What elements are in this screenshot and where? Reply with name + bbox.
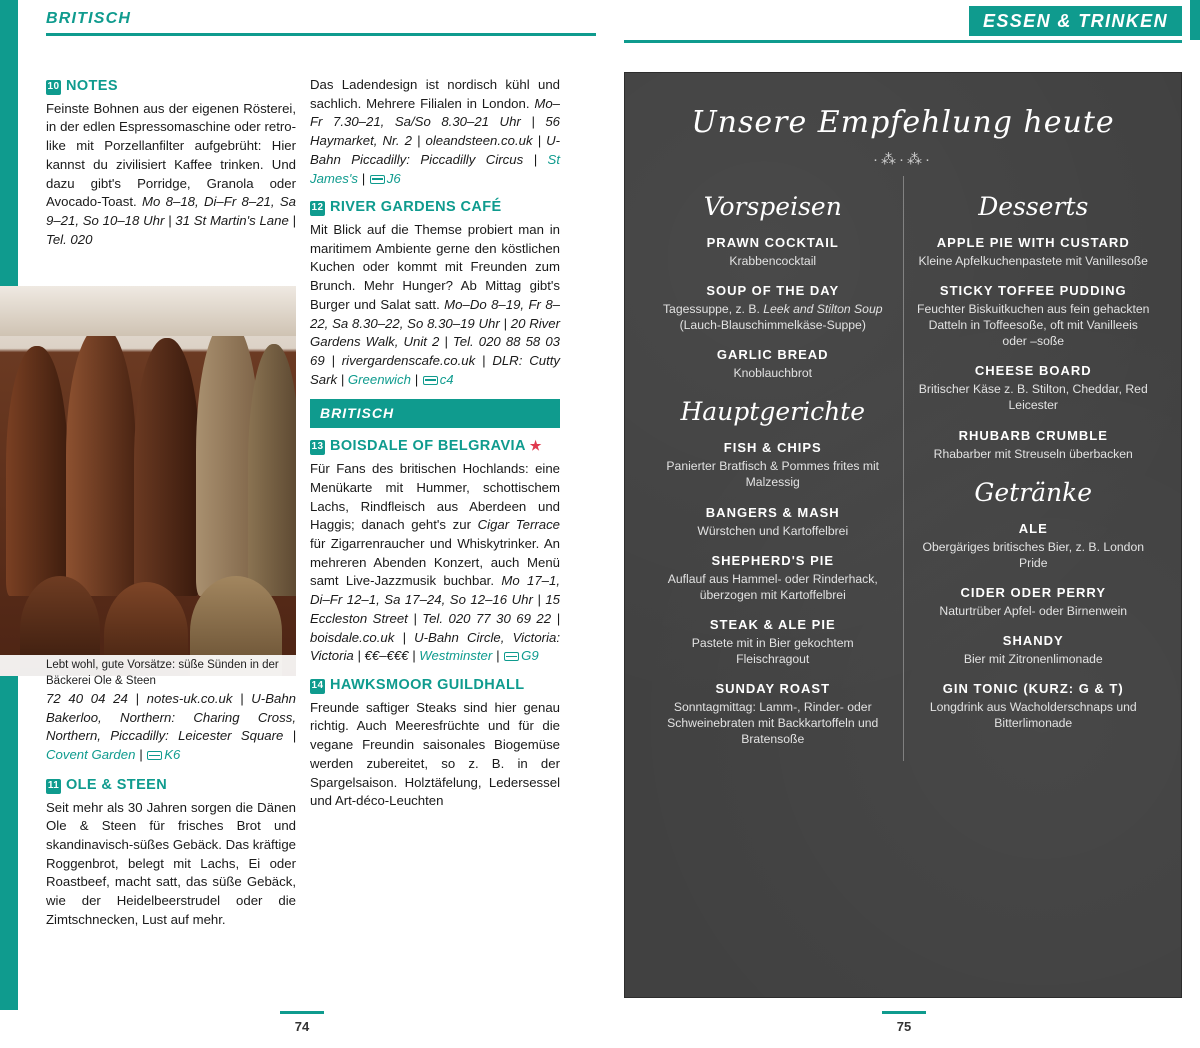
tube-map-icon	[147, 751, 162, 760]
entry-body-text: Das Ladendesign ist nordisch kühl und sachlich. Mehrere Filialen in London.	[310, 77, 560, 111]
tube-map-icon	[504, 652, 519, 661]
dish-name: CHEESE BOARD	[974, 363, 1092, 379]
entry-title-text: NOTES	[66, 78, 118, 94]
entry-number-badge: 14	[310, 679, 325, 694]
entry-heading-boisdale	[310, 436, 560, 457]
dish-name: CIDER ODER PERRY	[960, 584, 1107, 600]
dish-description: Rhabarber mit Streuseln überbacken	[933, 446, 1133, 461]
separator: |	[135, 747, 147, 763]
chalkboard-title: Unsere Empfehlung heute	[691, 105, 1115, 140]
menu-category-desserts: Desserts	[978, 192, 1089, 221]
dish-description: Pastete mit in Bier gekochtem Fleischragout	[691, 635, 854, 666]
entry-number-badge: 11	[46, 779, 61, 794]
map-reference: K6	[164, 747, 181, 763]
dish-name: FISH & CHIPS	[723, 440, 822, 456]
dish-description: Longdrink aus Wacholderschnaps und Bitterlimonade	[929, 700, 1137, 731]
entry-body-text: Für Fans des britischen Hochlands: eine Menükarte mit Hummer, schottischem Lachs, Rindfleisch aus Aberdeen und Haggis; danach geht's zur	[310, 461, 560, 533]
entry-info-notes: Mo 8–18, Di–Fr 8–21, Sa 9–21, So 10–18 Uhr | 31 St Martin's Lane | Tel. 020	[46, 194, 297, 247]
entry-info-text: 72 40 04 24 | notes-uk.co.uk | U-Bahn Bakerloo, Northern: Charing Cross, Northern, Piccadilly: Leicester Square |	[46, 691, 296, 744]
dish-description: Auflauf aus Hammel- oder Rinderhack, überzogen mit Kartoffelbrei	[667, 571, 878, 602]
menu-item	[916, 428, 1152, 462]
map-reference: c4	[439, 371, 454, 387]
dish-name: APPLE PIE WITH CUSTARD	[936, 235, 1130, 250]
menu-category-vorspeisen: Vorspeisen	[703, 192, 842, 221]
entry-heading-river-gardens	[310, 197, 560, 218]
running-head-right-rule	[624, 40, 1182, 43]
dish-description-text-2: (Lauch-Blauschimmelkäse-Suppe)	[679, 318, 866, 333]
menu-item	[655, 681, 891, 747]
entry-heading-ole-steen	[46, 775, 296, 796]
dish-name: ALE	[1018, 520, 1048, 536]
entry-body-ole-steen-cont	[310, 76, 560, 188]
dish-name: SHANDY	[1002, 632, 1064, 648]
menu-item	[916, 235, 1152, 269]
entry-heading-hawksmoor	[310, 675, 560, 696]
menu-item	[655, 283, 891, 333]
dish-name: GARLIC BREAD	[716, 347, 829, 363]
tube-map-icon	[423, 376, 438, 385]
star-icon: ★	[529, 438, 542, 454]
menu-item	[916, 681, 1152, 731]
running-head-left-rule	[46, 33, 596, 36]
dish-description: Obergäriges britisches Bier, z. B. London Pride	[922, 539, 1145, 570]
chalkboard-menu	[624, 72, 1182, 998]
running-head-right: ESSEN & TRINKEN	[969, 6, 1182, 36]
chalkboard-column-right	[904, 176, 1164, 761]
dish-description-text: Tagessuppe, z. B.	[662, 302, 764, 317]
dish-description: Bier mit Zitronenlimonade	[963, 651, 1103, 666]
dish-description: Panierter Bratfisch & Pommes frites mit Malzessig	[666, 459, 880, 490]
photo-pastries	[0, 286, 296, 676]
menu-category-hauptgerichte: Hauptgerichte	[680, 397, 866, 427]
menu-item	[655, 347, 891, 381]
entry-title-text: HAWKSMOOR GUILDHALL	[330, 677, 525, 694]
tube-station-link[interactable]: Greenwich	[347, 371, 411, 387]
entry-body-ole-steen: Seit mehr als 30 Jahren sorgen die Dänen Ole & Steen für frisches Brot und skandinavisch-süßes Gebäck. Das kräftige Roggenbrot, belegt mit Lachs, Ei oder Roastbeef, macht satt, das süße Gebäck, wie der Heidelbeerstrudel oder die Zimtschnecken, Lust auf mehr.	[46, 799, 296, 927]
entry-body-boisdale	[310, 460, 560, 666]
section-label-britisch: BRITISCH	[310, 399, 560, 429]
tube-station-link[interactable]: Covent Garden	[46, 747, 136, 763]
entry-info-notes-cont	[46, 690, 296, 765]
dish-description: Kleine Apfelkuchenpastete mit Vanillesoße	[918, 254, 1148, 268]
dish-name: STEAK & ALE PIE	[709, 616, 836, 632]
dish-name: SOUP OF THE DAY	[706, 283, 840, 299]
entry-number-badge: 12	[310, 201, 325, 216]
entry-number-badge: 10	[46, 80, 61, 95]
dish-description: Feuchter Biskuitkuchen aus fein gehackten Datteln in Toffeesoße, oft mit Vanilleeis oder –soße	[917, 302, 1150, 349]
left-column-1	[46, 76, 296, 258]
left-column-1-lower	[46, 690, 296, 939]
entry-number-badge: 13	[310, 440, 325, 455]
dish-description: Krabbencocktail	[729, 254, 817, 268]
map-reference: G9	[521, 648, 539, 664]
dish-name: SUNDAY ROAST	[715, 681, 831, 697]
entry-body-river-gardens	[310, 221, 560, 390]
tube-map-icon	[370, 175, 385, 184]
dish-description-emphasis: Leek and Stilton Soup	[763, 302, 883, 317]
entry-body-text-2: für Zigarrenraucher und Whiskytrinker. An mehreren Abenden Konzert, auch Menü samt Live-Jazzmusik buchbar.	[310, 535, 560, 589]
dish-description: Britischer Käse z. B. Stilton, Cheddar, Red Leicester	[918, 382, 1148, 413]
menu-item	[655, 235, 891, 269]
entry-info-river-gardens: Mo–Do 8–19, Fr 8–22, Sa 8.30–22, So 8.30–19 Uhr | 20 River Gardens Walk, Unit 2 | Tel. 020 88 58 03 69 | rivergardenscafe.co.uk | DLR: Cutty Sark |	[310, 296, 561, 387]
menu-item	[655, 553, 891, 603]
entry-body-emphasis: Cigar Terrace	[477, 517, 560, 533]
menu-item	[655, 440, 891, 490]
dish-name: GIN TONIC (KURZ: G & T)	[942, 681, 1124, 697]
left-column-2	[310, 76, 560, 820]
entry-title-text: BOISDALE OF BELGRAVIA	[330, 438, 526, 455]
entry-title-text: RIVER GARDENS CAFÉ	[330, 199, 502, 216]
spine-bar-right	[1190, 0, 1200, 40]
entry-body-text: Mit Blick auf die Themse probiert man in maritimem Ambiente gerne den köstlichen Kuchen oder kommt mit Freunden zum Brunch. Mehr Hunger? Ab Mittag gibt's Burger und Salat satt.	[310, 221, 560, 312]
page-number-left: 74	[272, 1011, 332, 1034]
menu-item	[655, 505, 891, 539]
entry-info-boisdale: Mo 17–1, Di–Fr 12–1, Sa 17–24, So 12–16 Uhr | 15 Eccleston Street | Tel. 020 77 30 69 22 | boisdale.co.uk | U-Bahn Circle, Victoria: Victoria | €€–€€€ |	[310, 573, 560, 664]
separator: |	[357, 170, 369, 186]
separator: |	[492, 648, 504, 664]
menu-item	[916, 633, 1152, 667]
photo-caption: Lebt wohl, gute Vorsätze: süße Sünden in der Bäckerei Ole & Steen	[46, 659, 279, 687]
menu-category-getraenke: Getränke	[974, 477, 1093, 507]
dish-description: Naturtrüber Apfel- oder Birnenwein	[939, 603, 1128, 618]
dish-description: Würstchen und Kartoffelbrei	[697, 523, 849, 538]
dish-description	[655, 301, 891, 333]
menu-item	[916, 283, 1152, 349]
entry-title-text: OLE & STEEN	[66, 776, 168, 793]
entry-body-notes	[46, 100, 296, 250]
dish-description: Sonntagmittag: Lamm-, Rinder- oder Schweinebraten mit Backkartoffeln und Bratensoße	[667, 700, 879, 747]
menu-item	[916, 521, 1152, 571]
menu-item	[655, 617, 891, 667]
entry-body-hawksmoor: Freunde saftiger Steaks sind hier genau richtig. Auch Meeresfrüchte und für die vegane Freundin saisonales Biogemüse werden zubereitet, so z. B. in der Spargelsaison. Holztäfelung, Ledersessel und Art-déco-Leuchten	[310, 699, 560, 809]
page-number-right: 75	[874, 1011, 934, 1034]
chalkboard-column-left	[643, 176, 904, 761]
dish-name: RHUBARB CRUMBLE	[958, 427, 1108, 443]
laurel-sprig-icon: ·⁂·⁂·	[873, 151, 933, 168]
dish-name: SHEPHERD'S PIE	[711, 552, 835, 568]
dish-name: PRAWN COCKTAIL	[706, 235, 839, 250]
entry-heading-notes	[46, 76, 296, 97]
map-reference: J6	[386, 170, 401, 186]
menu-item	[916, 363, 1152, 413]
running-head-left: BRITISCH	[46, 10, 132, 27]
dish-description: Knoblauchbrot	[733, 366, 813, 381]
tube-station-link[interactable]: Westminster	[419, 648, 493, 664]
dish-name: STICKY TOFFEE PUDDING	[939, 283, 1127, 299]
separator: |	[410, 371, 422, 387]
dish-name: BANGERS & MASH	[705, 504, 840, 520]
tube-station-link[interactable]: St James's	[310, 151, 560, 186]
entry-info-ole-steen: Mo–Fr 7.30–21, Sa/So 8.30–21 Uhr | 56 Haymarket, Nr. 2 | oleandsteen.co.uk | U-Bahn Piccadilly: Piccadilly Circus |	[310, 95, 560, 167]
menu-item	[916, 585, 1152, 619]
entry-body-text: Feinste Bohnen aus der eigenen Rösterei, in der edlen Espressomaschine oder retro-like mit Porzellanfilter aufgebrüht: Hier kannst du zivilisiert Kaffee trinken. Und dazu gibt's Porridge, Granola oder Avocado-Toast.	[46, 100, 296, 210]
